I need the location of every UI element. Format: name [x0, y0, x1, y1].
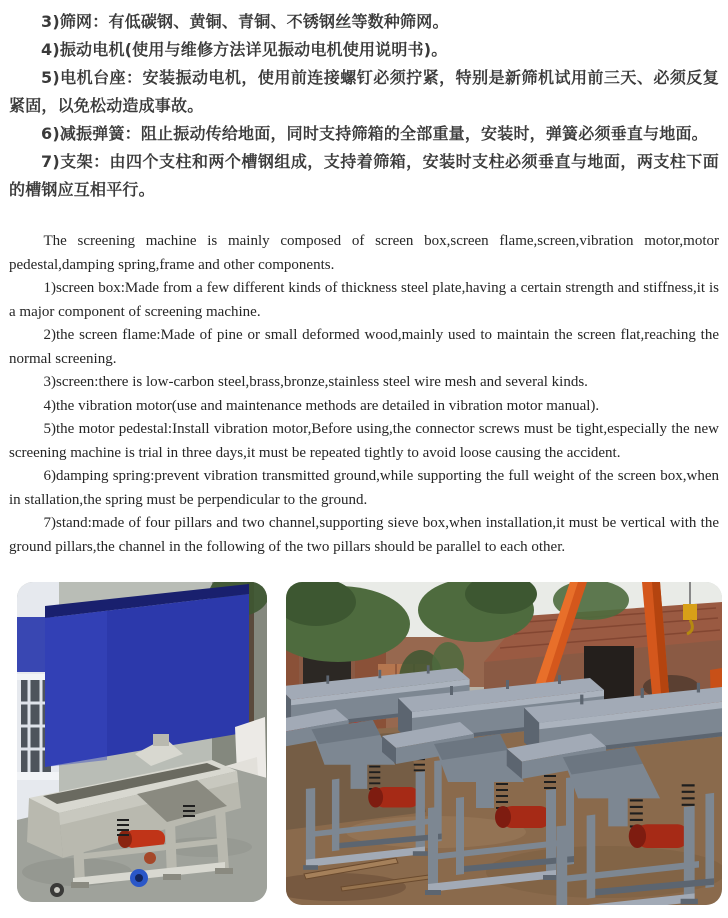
cn-paragraph-stand: 7)支架：由四个支柱和两个槽钢组成，支持着筛箱，安装时支柱必须垂直与地面，两支柱下面的槽钢应互相平行。	[9, 152, 719, 199]
en-paragraph-screen-flame: 2)the screen flame:Made of pine or small deformed wood,mainly used to maintain the screen flat,reaching the normal screening.	[9, 327, 719, 367]
en-paragraph-screen-box: 1)screen box:Made from a few different kinds of thickness steel plate,having a certain strength and stiffness,it is a major component of screening machine.	[9, 280, 719, 320]
cn-paragraph-screen-mesh: 3)筛网：有低碳钢、黄铜、青铜、不锈钢丝等数种筛网。	[41, 12, 449, 31]
photo-right-three-screens	[286, 582, 722, 905]
photos-row	[9, 582, 719, 915]
en-paragraph-damping-spring: 6)damping spring:prevent vibration transmitted ground,while supporting the full weight of the screen box,when in stallation,the spring must be perpendicular to the ground.	[9, 468, 719, 508]
cn-paragraph-motor-pedestal: 5)电机台座：安装振动电机，使用前连接螺钉必须拧紧，特别是新筛机试用前三天、必须反复紧固，以免松动造成事故。	[9, 68, 719, 115]
chinese-section	[9, 8, 719, 204]
en-paragraph-vibration-motor: 4)the vibration motor(use and maintenance methods are detailed in vibration motor manual).	[43, 397, 600, 414]
en-paragraph-screen: 3)screen:there is low-carbon steel,brass,bronze,stainless steel wire mesh and several kinds.	[43, 374, 588, 390]
photo-left-illustration	[17, 582, 267, 902]
cn-paragraph-vibration-motor: 4)振动电机(使用与维修方法详见振动电机使用说明书)。	[41, 40, 448, 59]
en-paragraph-intro: The screening machine is mainly composed of screen box,screen flame,screen,vibration motor,motor pedestal,damping spring,frame and other components.	[9, 233, 719, 273]
cn-paragraph-damping-spring: 6)减振弹簧：阻止振动传给地面，同时支持筛箱的全部重量，安装时，弹簧必须垂直与地面。	[41, 124, 708, 143]
photo-right-illustration	[286, 582, 722, 905]
en-paragraph-motor-pedestal: 5)the motor pedestal:Install vibration motor,Before using,the connector screws must be tight,especially the new screening machine is trial in three days,it must be repeated tightly to avoid loose causing the accident.	[9, 421, 719, 461]
english-section	[9, 230, 719, 559]
en-paragraph-stand: 7)stand:made of four pillars and two channel,supporting sieve box,when installation,it must be vertical with the ground pillars,the channel in the following of the two pillars should be parallel to each other.	[9, 515, 719, 555]
photo-left-stainless-screen	[17, 582, 267, 902]
